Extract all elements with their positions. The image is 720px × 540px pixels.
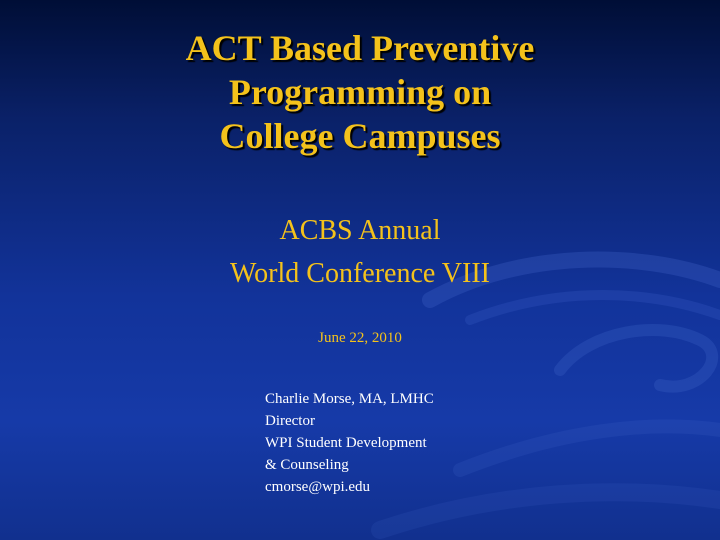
presenter-department: WPI Student Development <box>265 435 427 451</box>
presenter-name: Charlie Morse, MA, LMHC <box>265 391 434 407</box>
title-line: ACT Based Preventive <box>185 28 535 68</box>
presenter-email: cmorse@wpi.edu <box>265 479 371 495</box>
subtitle-line: World Conference VIII <box>229 258 490 289</box>
title-line: Programming on <box>228 72 492 112</box>
slide-title <box>0 26 720 158</box>
slide-subtitle <box>0 209 720 295</box>
title-line: College Campuses <box>219 116 501 156</box>
presenter-role: Director <box>265 413 315 429</box>
presentation-date: June 22, 2010 <box>318 330 402 346</box>
presenter-department-cont: & Counseling <box>265 457 349 473</box>
presenter-contact <box>265 388 434 498</box>
subtitle-line: ACBS Annual <box>279 215 441 246</box>
